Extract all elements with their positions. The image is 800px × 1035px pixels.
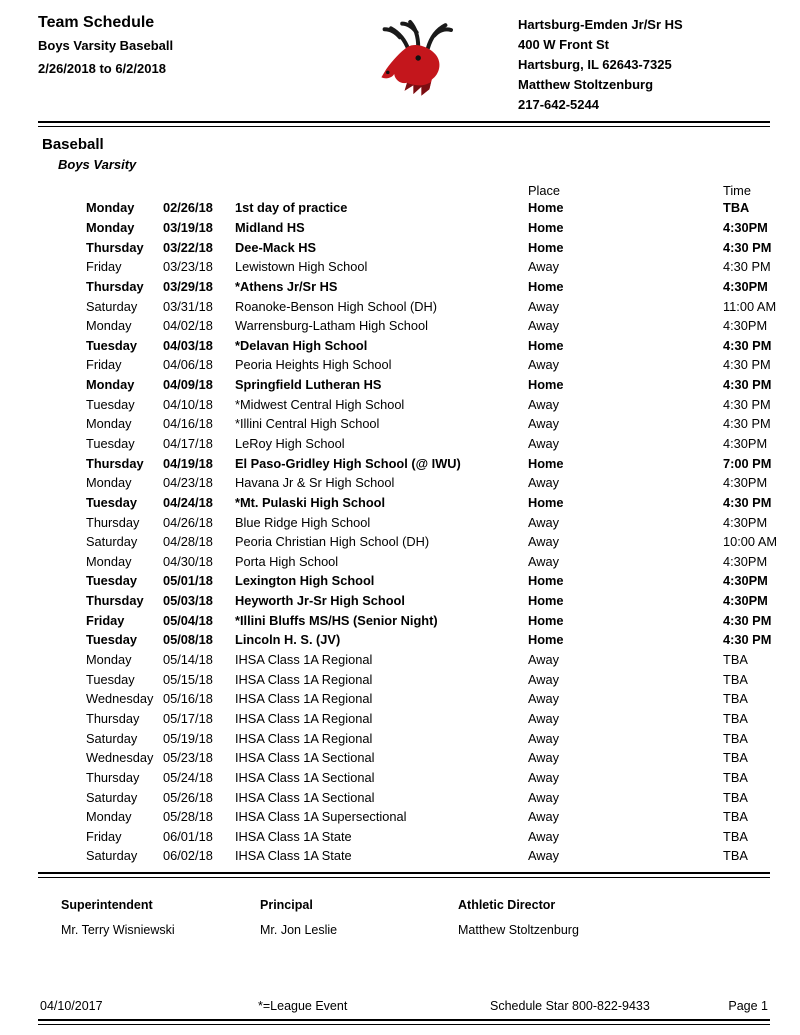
row-place: Away [528, 769, 560, 785]
row-time: 4:30 PM [723, 357, 771, 373]
row-place: Away [528, 789, 560, 805]
row-date: 05/16/18 [163, 691, 213, 707]
row-date: 04/24/18 [163, 494, 213, 510]
row-place: Home [528, 612, 564, 628]
row-day: Friday [86, 357, 122, 373]
row-time: 4:30PM [723, 553, 768, 569]
row-date: 05/01/18 [163, 573, 213, 589]
row-place: Away [528, 416, 560, 432]
schedule-row [86, 610, 772, 630]
row-day: Thursday [86, 239, 144, 255]
school-phone: 217-642-5244 [518, 97, 599, 112]
schedule-row [86, 414, 771, 434]
row-place: Away [528, 848, 560, 864]
row-event: IHSA Class 1A Sectional [235, 789, 375, 805]
row-event: El Paso-Gridley High School (@ IWU) [235, 455, 461, 471]
school-contact: Matthew Stoltzenburg [518, 77, 654, 92]
row-place: Away [528, 750, 560, 766]
row-day: Saturday [86, 534, 138, 550]
row-event: IHSA Class 1A Regional [235, 730, 373, 746]
row-day: Tuesday [86, 671, 135, 687]
schedule-row [86, 394, 771, 414]
row-time: 4:30PM [723, 436, 768, 451]
row-day: Tuesday [86, 396, 135, 412]
footer-divider [38, 1019, 770, 1025]
row-date: 06/01/18 [163, 828, 213, 844]
row-date: 05/24/18 [163, 769, 213, 785]
row-event: *Illini Bluffs MS/HS (Senior Night) [235, 612, 438, 628]
row-time: TBA [723, 769, 748, 785]
row-time: TBA [723, 789, 748, 805]
col-day [86, 184, 163, 198]
schedule-row [86, 257, 771, 277]
row-date: 05/14/18 [163, 652, 213, 668]
school-name: Hartsburg-Emden Jr/Sr HS [518, 17, 683, 32]
schedule-row [86, 709, 768, 729]
row-place: Away [528, 809, 560, 825]
row-date: 03/19/18 [163, 219, 213, 235]
officials-section [61, 898, 770, 937]
col-place-header: Place [528, 183, 561, 198]
footer-date: 04/10/2017 [40, 999, 103, 1013]
row-event: IHSA Class 1A Supersectional [235, 809, 407, 825]
schedule-row [86, 453, 772, 473]
row-time: 4:30PM [723, 219, 768, 235]
school-info [518, 12, 770, 115]
schedule-row [86, 669, 768, 689]
row-event: Havana Jr & Sr High School [235, 475, 395, 491]
school-street: 400 W Front St [518, 37, 610, 52]
official-principal [260, 898, 458, 937]
row-time: 4:30PM [723, 318, 768, 334]
row-time: 4:30 PM [723, 612, 772, 628]
row-time: 4:30 PM [723, 416, 771, 432]
row-date: 04/30/18 [163, 553, 213, 569]
row-date: 06/02/18 [163, 848, 213, 864]
row-day: Saturday [86, 848, 138, 864]
row-date: 05/17/18 [163, 710, 213, 726]
row-day: Thursday [86, 710, 140, 726]
row-day: Saturday [86, 789, 138, 805]
row-place: Away [528, 671, 560, 687]
row-place: Away [528, 357, 560, 373]
row-place: Away [528, 534, 560, 550]
row-day: Thursday [86, 593, 144, 609]
row-place: Home [528, 593, 564, 609]
row-day: Monday [86, 652, 132, 668]
row-time: 11:00 AM [723, 298, 777, 314]
row-time: 4:30 PM [723, 259, 771, 275]
row-event: Lewistown High School [235, 259, 368, 275]
row-place: Away [528, 475, 560, 491]
official-name: Mr. Terry Wisniewski [61, 922, 175, 937]
schedule-row [86, 473, 768, 493]
row-date: 05/04/18 [163, 612, 213, 628]
schedule-row [86, 198, 768, 218]
row-time: TBA [723, 809, 748, 825]
row-place: Away [528, 730, 560, 746]
row-time: 4:30PM [723, 593, 768, 609]
schedule-row [86, 571, 768, 591]
schedule-row [86, 807, 768, 827]
row-date: 02/26/18 [163, 200, 213, 216]
row-place: Home [528, 219, 564, 235]
row-time: TBA [723, 750, 748, 766]
schedule-row [86, 846, 768, 866]
section-heading [42, 136, 770, 172]
official-athletic-director [458, 898, 770, 937]
official-title: Principal [260, 897, 313, 912]
col-event [235, 184, 528, 198]
row-time: 4:30 PM [723, 337, 772, 353]
row-event: LeRoy High School [235, 436, 345, 451]
row-event: IHSA Class 1A Regional [235, 671, 373, 687]
row-place: Away [528, 298, 560, 314]
row-day: Tuesday [86, 573, 137, 589]
row-place: Away [528, 514, 560, 530]
row-event: *Illini Central High School [235, 416, 380, 432]
schedule-row [86, 748, 768, 768]
schedule-row [86, 728, 768, 748]
row-place: Home [528, 278, 564, 294]
row-date: 04/28/18 [163, 534, 213, 550]
row-date: 03/31/18 [163, 298, 213, 314]
row-event: *Mt. Pulaski High School [235, 494, 386, 510]
schedule-row [86, 532, 778, 552]
schedule-row [86, 768, 768, 788]
schedule-row [86, 237, 772, 257]
schedule-table [86, 183, 778, 866]
row-event: Warrensburg-Latham High School [235, 318, 428, 334]
schedule-row [86, 296, 777, 316]
row-place: Home [528, 573, 564, 589]
row-time: 10:00 AM [723, 534, 778, 550]
row-place: Home [528, 200, 564, 216]
row-date: 04/19/18 [163, 455, 213, 471]
row-place: Away [528, 436, 560, 451]
row-day: Monday [86, 200, 135, 216]
table-divider [38, 872, 770, 878]
row-date: 04/23/18 [163, 475, 213, 491]
row-event: Porta High School [235, 553, 339, 569]
row-event: IHSA Class 1A Sectional [235, 750, 375, 766]
row-date: 04/26/18 [163, 514, 213, 530]
row-event: IHSA Class 1A Regional [235, 652, 373, 668]
row-place: Home [528, 337, 564, 353]
schedule-row [86, 355, 771, 375]
footer-legend: *=League Event [258, 999, 348, 1013]
row-event: Lexington High School [235, 573, 375, 589]
row-place: Home [528, 377, 564, 393]
row-event: 1st day of practice [235, 200, 348, 216]
official-name: Mr. Jon Leslie [260, 922, 338, 937]
row-date: 03/22/18 [163, 239, 213, 255]
header-divider [38, 121, 770, 127]
row-date: 04/09/18 [163, 377, 213, 393]
row-date: 05/19/18 [163, 730, 213, 746]
row-date: 04/10/18 [163, 396, 213, 412]
sport-label: Baseball [42, 136, 104, 153]
row-date: 05/08/18 [163, 632, 213, 648]
row-date: 03/29/18 [163, 278, 213, 294]
row-event: Heyworth Jr-Sr High School [235, 593, 405, 609]
row-day: Monday [86, 219, 135, 235]
row-day: Tuesday [86, 436, 135, 451]
row-time: 4:30 PM [723, 396, 771, 412]
row-day: Friday [86, 612, 125, 628]
row-date: 05/03/18 [163, 593, 213, 609]
col-time-header: Time [723, 183, 751, 198]
row-day: Thursday [86, 455, 144, 471]
row-place: Home [528, 455, 564, 471]
row-event: Blue Ridge High School [235, 514, 371, 530]
row-day: Saturday [86, 730, 138, 746]
row-day: Tuesday [86, 337, 137, 353]
stag-head-logo-icon [371, 14, 467, 115]
page-header [38, 12, 770, 115]
row-date: 04/16/18 [163, 416, 213, 432]
row-day: Monday [86, 318, 132, 334]
official-title: Athletic Director [458, 897, 556, 912]
row-event: IHSA Class 1A State [235, 848, 352, 864]
row-event: Lincoln H. S. (JV) [235, 632, 341, 648]
row-date: 03/23/18 [163, 259, 213, 275]
row-day: Thursday [86, 278, 144, 294]
row-date: 05/28/18 [163, 809, 213, 825]
schedule-row [86, 827, 768, 847]
school-logo [320, 12, 518, 115]
row-event: *Midwest Central High School [235, 396, 405, 412]
row-time: TBA [723, 691, 748, 707]
schedule-row [86, 277, 768, 297]
row-place: Home [528, 494, 564, 510]
row-time: 4:30PM [723, 514, 768, 530]
schedule-row [86, 316, 768, 336]
schedule-row [86, 335, 772, 355]
row-time: 4:30 PM [723, 632, 772, 648]
schedule-row [86, 218, 768, 238]
row-event: Dee-Mack HS [235, 239, 317, 255]
schedule-rows [86, 198, 778, 866]
row-date: 05/26/18 [163, 789, 213, 805]
row-time: 4:30 PM [723, 494, 772, 510]
row-place: Away [528, 691, 560, 707]
row-place: Away [528, 553, 560, 569]
school-city: Hartsburg, IL 62643-7325 [518, 57, 672, 72]
official-superintendent [61, 898, 260, 937]
page-footer [40, 999, 768, 1013]
row-place: Away [528, 828, 560, 844]
row-day: Wednesday [86, 691, 154, 707]
schedule-column-headers [86, 184, 768, 198]
team-name: Boys Varsity Baseball [38, 38, 174, 53]
row-event: Springfield Lutheran HS [235, 377, 382, 393]
row-day: Monday [86, 553, 132, 569]
row-time: 4:30 PM [723, 377, 772, 393]
row-place: Home [528, 632, 564, 648]
date-range: 2/26/2018 to 6/2/2018 [38, 61, 166, 76]
row-event: IHSA Class 1A State [235, 828, 352, 844]
schedule-row [86, 552, 768, 572]
schedule-row [86, 375, 772, 395]
row-day: Monday [86, 416, 132, 432]
row-date: 05/15/18 [163, 671, 213, 687]
row-time: TBA [723, 710, 748, 726]
official-name: Matthew Stoltzenburg [458, 922, 579, 937]
row-event: IHSA Class 1A Regional [235, 691, 373, 707]
footer-vendor: Schedule Star 800-822-9433 [490, 999, 650, 1013]
footer-page-number: Page 1 [728, 999, 768, 1013]
row-place: Away [528, 259, 560, 275]
row-date: 05/23/18 [163, 750, 213, 766]
row-day: Monday [86, 377, 135, 393]
row-time: TBA [723, 848, 748, 864]
row-date: 04/02/18 [163, 318, 213, 334]
row-time: TBA [723, 652, 748, 668]
row-day: Thursday [86, 514, 140, 530]
schedule-row [86, 493, 772, 513]
spacer [38, 937, 770, 999]
row-day: Monday [86, 475, 132, 491]
header-left [38, 12, 320, 84]
schedule-row [86, 591, 768, 611]
row-day: Friday [86, 259, 122, 275]
row-event: IHSA Class 1A Sectional [235, 769, 375, 785]
row-date: 04/06/18 [163, 357, 213, 373]
row-event: *Delavan High School [235, 337, 368, 353]
row-day: Friday [86, 828, 122, 844]
row-day: Saturday [86, 298, 138, 314]
row-date: 04/03/18 [163, 337, 213, 353]
schedule-row [86, 434, 768, 454]
row-time: TBA [723, 730, 748, 746]
row-time: TBA [723, 200, 750, 216]
schedule-row [86, 630, 772, 650]
row-event: Midland HS [235, 219, 305, 235]
row-time: 4:30PM [723, 573, 768, 589]
official-title: Superintendent [61, 897, 153, 912]
row-place: Away [528, 652, 560, 668]
row-time: 7:00 PM [723, 455, 772, 471]
row-day: Monday [86, 809, 132, 825]
row-place: Away [528, 710, 560, 726]
row-date: 04/17/18 [163, 436, 213, 451]
row-time: 4:30PM [723, 278, 768, 294]
row-place: Home [528, 239, 564, 255]
row-day: Tuesday [86, 632, 137, 648]
schedule-row [86, 650, 768, 670]
col-date [163, 184, 235, 198]
row-event: Roanoke-Benson High School (DH) [235, 298, 438, 314]
row-time: TBA [723, 671, 748, 687]
row-day: Thursday [86, 769, 140, 785]
row-event: Peoria Heights High School [235, 357, 392, 373]
row-day: Tuesday [86, 494, 137, 510]
row-time: 4:30 PM [723, 239, 772, 255]
row-event: *Athens Jr/Sr HS [235, 278, 338, 294]
row-time: 4:30PM [723, 475, 768, 491]
schedule-row [86, 689, 768, 709]
row-day: Wednesday [86, 750, 154, 766]
team-level-label: Boys Varsity [58, 157, 137, 172]
row-event: IHSA Class 1A Regional [235, 710, 373, 726]
row-event: Peoria Christian High School (DH) [235, 534, 430, 550]
row-place: Away [528, 396, 560, 412]
row-time: TBA [723, 828, 748, 844]
schedule-row [86, 787, 768, 807]
schedule-row [86, 512, 768, 532]
row-place: Away [528, 318, 560, 334]
page-title: Team Schedule [38, 14, 155, 31]
